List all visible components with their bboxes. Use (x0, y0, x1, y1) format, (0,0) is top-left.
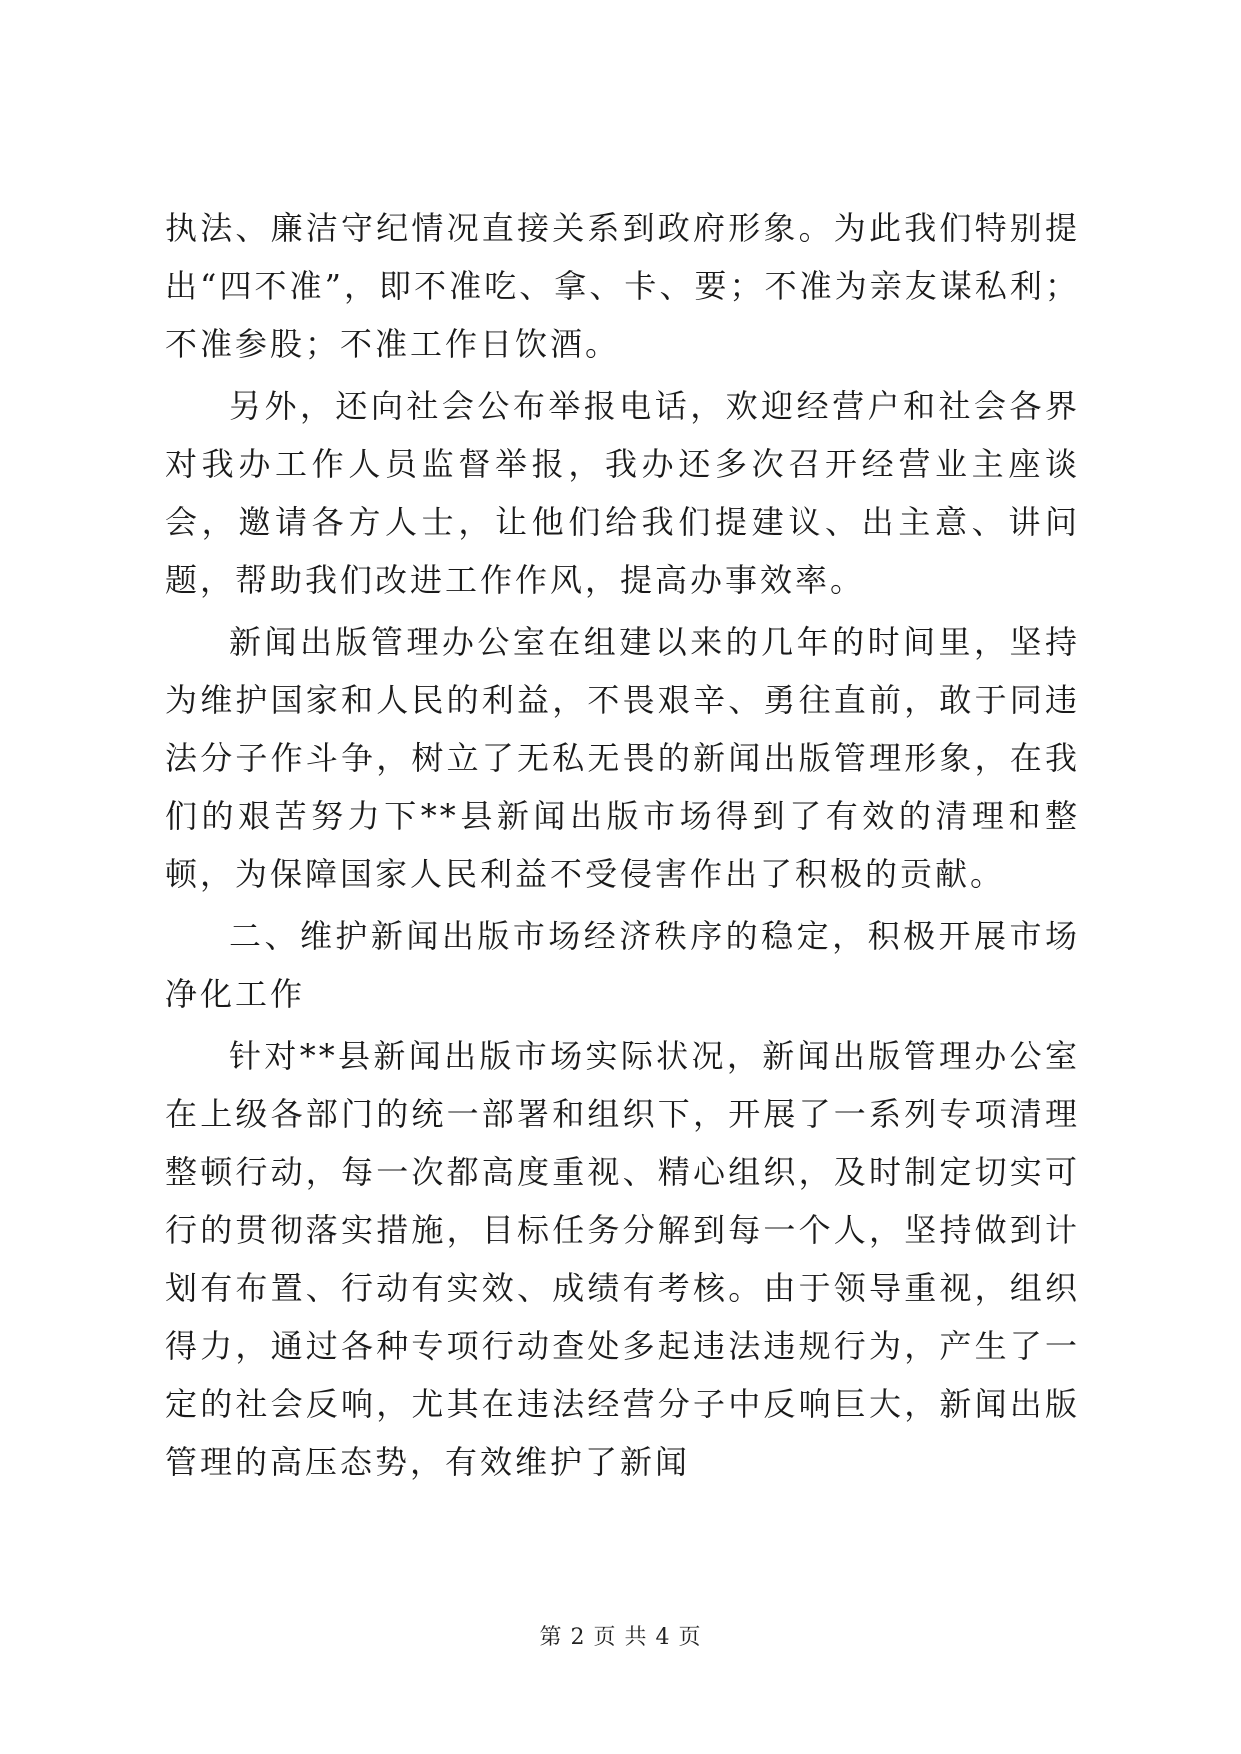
section-heading: 二、维护新闻出版市场经济秩序的稳定，积极开展市场净化工作 (165, 917, 1080, 1013)
paragraph-continuation: 执法、廉洁守纪情况直接关系到政府形象。为此我们特别提出“四不准”，即不准吃、拿、卡、要；不准为亲友谋私利；不准参股；不准工作日饮酒。 (165, 209, 1080, 363)
paragraph-office-achievements: 新闻出版管理办公室在组建以来的几年的时间里，坚持为维护国家和人民的利益，不畏艰辛、勇往直前，敢于同违法分子作斗争，树立了无私无畏的新闻出版管理形象，在我们的艰苦努力下**县新闻出版市场得到了有效的清理和整顿，为保障国家人民利益不受侵害作出了积极的贡献。 (165, 623, 1080, 893)
document-body (165, 199, 1080, 1495)
paragraph-market-cleanup: 针对**县新闻出版市场实际状况，新闻出版管理办公室在上级各部门的统一部署和组织下，开展了一系列专项清理整顿行动，每一次都高度重视、精心组织，及时制定切实可行的贯彻落实措施，目标任务分解到每一个人，坚持做到计划有布置、行动有实效、成绩有考核。由于领导重视，组织得力，通过各种专项行动查处多起违法违规行为，产生了一定的社会反响，尤其在违法经营分子中反响巨大，新闻出版管理的高压态势，有效维护了新闻 (165, 1037, 1080, 1481)
paragraph-report-hotline: 另外，还向社会公布举报电话，欢迎经营户和社会各界对我办工作人员监督举报，我办还多次召开经营业主座谈会，邀请各方人士，让他们给我们提建议、出主意、讲问题，帮助我们改进工作作风，提高办事效率。 (165, 387, 1080, 599)
page-number-footer: 第 2 页 共 4 页 (539, 1625, 702, 1650)
